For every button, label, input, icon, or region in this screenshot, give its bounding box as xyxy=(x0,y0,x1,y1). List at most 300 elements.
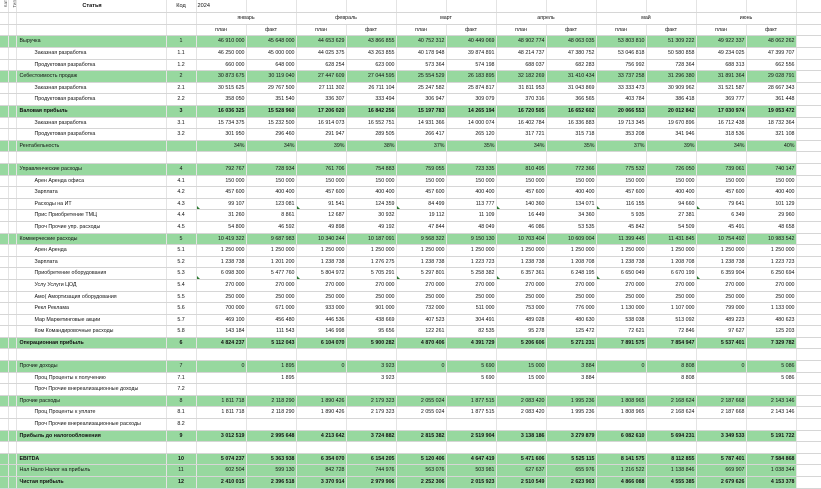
value-cell[interactable]: 6 349 xyxy=(696,210,746,222)
value-cell[interactable]: 37% xyxy=(596,140,646,152)
value-cell[interactable]: 250 000 xyxy=(246,291,296,303)
value-cell[interactable]: 31 043 869 xyxy=(546,82,596,94)
value-cell[interactable] xyxy=(546,384,596,396)
value-cell[interactable]: 37% xyxy=(396,140,446,152)
value-cell[interactable]: 44 025 375 xyxy=(296,48,346,60)
value-cell[interactable]: 1 250 000 xyxy=(546,245,596,257)
row-code[interactable]: 2.2 xyxy=(166,94,196,106)
value-cell[interactable]: 95 656 xyxy=(346,326,396,338)
fact-header[interactable]: факт xyxy=(246,24,296,36)
value-cell[interactable]: 30 515 625 xyxy=(196,82,246,94)
value-cell[interactable]: 10 419 322 xyxy=(196,233,246,245)
row-code[interactable]: 1.2 xyxy=(166,59,196,71)
value-cell[interactable]: 150 000 xyxy=(696,175,746,187)
value-cell[interactable]: 27 381 xyxy=(646,210,696,222)
value-cell[interactable]: 538 038 xyxy=(596,314,646,326)
value-cell[interactable]: 250 000 xyxy=(596,291,646,303)
value-cell[interactable]: 45 648 000 xyxy=(246,36,296,48)
value-cell[interactable] xyxy=(346,152,396,164)
value-cell[interactable]: 35% xyxy=(446,140,496,152)
value-cell[interactable]: 772 366 xyxy=(546,163,596,175)
value-cell[interactable] xyxy=(546,442,596,454)
value-cell[interactable]: 386 418 xyxy=(646,94,696,106)
value-cell[interactable]: 35% xyxy=(546,140,596,152)
value-cell[interactable]: 250 000 xyxy=(196,291,246,303)
value-cell[interactable]: 44 653 629 xyxy=(296,36,346,48)
value-cell[interactable]: 366 565 xyxy=(546,94,596,106)
value-cell[interactable]: 2 510 549 xyxy=(496,477,546,489)
value-cell[interactable]: 250 000 xyxy=(496,291,546,303)
value-cell[interactable]: 700 000 xyxy=(196,303,246,315)
value-cell[interactable]: 291 947 xyxy=(296,129,346,141)
plan-header[interactable]: план xyxy=(696,24,746,36)
row-label[interactable]: Прис Приобретение ТМЦ xyxy=(16,210,166,222)
row-code[interactable]: 7.1 xyxy=(166,372,196,384)
value-cell[interactable]: 9 687 983 xyxy=(246,233,296,245)
row-label[interactable]: Проц Проценты к уплате xyxy=(16,407,166,419)
value-cell[interactable]: 250 000 xyxy=(396,291,446,303)
value-cell[interactable]: 25 247 582 xyxy=(396,82,446,94)
value-cell[interactable]: 3 923 xyxy=(346,361,396,373)
row-code[interactable]: 4.3 xyxy=(166,198,196,210)
value-cell[interactable]: 270 000 xyxy=(696,279,746,291)
row-code[interactable] xyxy=(166,442,196,454)
value-cell[interactable]: 1 238 738 xyxy=(196,256,246,268)
value-cell[interactable] xyxy=(396,419,446,431)
row-label[interactable]: Заказная разработка xyxy=(16,48,166,60)
value-cell[interactable]: 5 086 xyxy=(746,361,796,373)
value-cell[interactable] xyxy=(696,442,746,454)
value-cell[interactable]: 2 015 923 xyxy=(446,477,496,489)
value-cell[interactable]: 457 600 xyxy=(196,187,246,199)
value-cell[interactable] xyxy=(446,152,496,164)
value-cell[interactable]: 480 623 xyxy=(746,314,796,326)
value-cell[interactable]: 51 309 222 xyxy=(646,36,696,48)
value-cell[interactable]: 38% xyxy=(346,140,396,152)
row-label[interactable]: Услу Услуги ЦОД xyxy=(16,279,166,291)
plan-header[interactable]: план xyxy=(496,24,546,36)
value-cell[interactable]: 116 155 xyxy=(596,198,646,210)
value-cell[interactable]: 150 000 xyxy=(396,175,446,187)
row-code[interactable]: 7 xyxy=(166,361,196,373)
value-cell[interactable]: 14 265 194 xyxy=(446,106,496,118)
value-cell[interactable]: 11 109 xyxy=(446,210,496,222)
row-code[interactable]: 11 xyxy=(166,465,196,477)
row-code[interactable]: 3 xyxy=(166,106,196,118)
value-cell[interactable] xyxy=(446,384,496,396)
value-cell[interactable]: 648 000 xyxy=(246,59,296,71)
value-cell[interactable]: 753 000 xyxy=(496,303,546,315)
value-cell[interactable]: 457 600 xyxy=(496,187,546,199)
row-code[interactable] xyxy=(166,349,196,361)
value-cell[interactable]: 3 279 879 xyxy=(546,430,596,442)
row-label[interactable]: Продуктовая разработка xyxy=(16,129,166,141)
value-cell[interactable]: 7 329 782 xyxy=(746,337,796,349)
value-cell[interactable]: 602 504 xyxy=(196,465,246,477)
value-cell[interactable] xyxy=(646,384,696,396)
value-cell[interactable]: 49 234 025 xyxy=(696,48,746,60)
row-label[interactable]: Арен Аренда офиса xyxy=(16,175,166,187)
value-cell[interactable]: 270 000 xyxy=(396,279,446,291)
value-cell[interactable]: 5 112 043 xyxy=(246,337,296,349)
value-cell[interactable] xyxy=(296,419,346,431)
value-cell[interactable]: 47 399 707 xyxy=(746,48,796,60)
value-cell[interactable]: 150 000 xyxy=(446,175,496,187)
value-cell[interactable]: 3 349 533 xyxy=(696,430,746,442)
value-cell[interactable]: 1 250 000 xyxy=(246,245,296,257)
value-cell[interactable]: 33 737 258 xyxy=(596,71,646,83)
value-cell[interactable] xyxy=(246,152,296,164)
value-cell[interactable] xyxy=(496,349,546,361)
value-cell[interactable]: 2 179 323 xyxy=(346,395,396,407)
value-cell[interactable]: 341 946 xyxy=(646,129,696,141)
value-cell[interactable]: 369 777 xyxy=(696,94,746,106)
value-cell[interactable] xyxy=(696,349,746,361)
value-cell[interactable] xyxy=(546,419,596,431)
value-cell[interactable]: 2 187 668 xyxy=(696,407,746,419)
row-code[interactable]: 7.2 xyxy=(166,384,196,396)
value-cell[interactable]: 6 670 199 xyxy=(646,268,696,280)
value-cell[interactable]: 99 107 xyxy=(196,198,246,210)
value-cell[interactable]: 4 870 406 xyxy=(396,337,446,349)
value-cell[interactable]: 628 254 xyxy=(296,59,346,71)
value-cell[interactable]: 43 866 855 xyxy=(346,36,396,48)
value-cell[interactable]: 1 808 965 xyxy=(596,407,646,419)
row-code[interactable]: 5.2 xyxy=(166,256,196,268)
value-cell[interactable]: 7 584 868 xyxy=(746,453,796,465)
value-cell[interactable]: 11 431 845 xyxy=(646,233,696,245)
value-cell[interactable]: 4 153 378 xyxy=(746,477,796,489)
value-cell[interactable]: 1 216 522 xyxy=(596,465,646,477)
value-cell[interactable] xyxy=(396,384,446,396)
value-cell[interactable] xyxy=(346,419,396,431)
value-cell[interactable]: 125 203 xyxy=(746,326,796,338)
value-cell[interactable]: 744 976 xyxy=(346,465,396,477)
value-cell[interactable] xyxy=(596,372,646,384)
value-cell[interactable] xyxy=(696,419,746,431)
row-code[interactable]: 5 xyxy=(166,233,196,245)
value-cell[interactable]: 456 480 xyxy=(246,314,296,326)
value-cell[interactable] xyxy=(746,152,796,164)
row-label[interactable]: Проч Прочие упр. расходы xyxy=(16,221,166,233)
article-header[interactable]: Статья xyxy=(16,0,166,13)
value-cell[interactable]: 16 552 751 xyxy=(346,117,396,129)
value-cell[interactable]: 150 000 xyxy=(546,175,596,187)
row-label[interactable]: Проц Проценты к получению xyxy=(16,372,166,384)
row-code[interactable]: 5.1 xyxy=(166,245,196,257)
row-code[interactable]: 4.2 xyxy=(166,187,196,199)
value-cell[interactable]: 2 118 290 xyxy=(246,407,296,419)
value-cell[interactable]: 27 111 302 xyxy=(296,82,346,94)
value-cell[interactable] xyxy=(196,372,246,384)
value-cell[interactable]: 1 201 200 xyxy=(246,256,296,268)
plan-header[interactable]: план xyxy=(596,24,646,36)
value-cell[interactable]: 25 554 529 xyxy=(396,71,446,83)
value-cell[interactable]: 31 811 953 xyxy=(496,82,546,94)
value-cell[interactable]: 513 092 xyxy=(646,314,696,326)
value-cell[interactable]: 1 250 000 xyxy=(746,245,796,257)
value-cell[interactable]: 655 976 xyxy=(546,465,596,477)
value-cell[interactable]: 33 333 473 xyxy=(596,82,646,94)
value-cell[interactable] xyxy=(696,384,746,396)
row-code[interactable]: 4.5 xyxy=(166,221,196,233)
value-cell[interactable]: 2 055 024 xyxy=(396,407,446,419)
value-cell[interactable]: 39 874 891 xyxy=(446,48,496,60)
value-cell[interactable]: 1 107 000 xyxy=(646,303,696,315)
value-cell[interactable]: 2 168 624 xyxy=(646,407,696,419)
value-cell[interactable]: 8 141 575 xyxy=(596,453,646,465)
value-cell[interactable]: 15 528 960 xyxy=(246,106,296,118)
value-cell[interactable]: 45 491 xyxy=(696,221,746,233)
value-cell[interactable]: 20 066 553 xyxy=(596,106,646,118)
value-cell[interactable]: 16 720 505 xyxy=(496,106,546,118)
value-cell[interactable]: 6 154 205 xyxy=(346,453,396,465)
value-cell[interactable]: 503 981 xyxy=(446,465,496,477)
value-cell[interactable]: 53 535 xyxy=(546,221,596,233)
value-cell[interactable]: 94 660 xyxy=(646,198,696,210)
value-cell[interactable]: 1 250 000 xyxy=(446,245,496,257)
row-label[interactable]: Коммерческие расходы xyxy=(16,233,166,245)
row-code[interactable]: 8 xyxy=(166,395,196,407)
value-cell[interactable]: 5 690 xyxy=(446,372,496,384)
value-cell[interactable]: 17 206 020 xyxy=(296,106,346,118)
value-cell[interactable]: 15 000 xyxy=(496,361,546,373)
value-cell[interactable]: 9 150 130 xyxy=(446,233,496,245)
value-cell[interactable]: 31 296 380 xyxy=(646,71,696,83)
value-cell[interactable]: 457 600 xyxy=(696,187,746,199)
value-cell[interactable]: 82 535 xyxy=(446,326,496,338)
month-header[interactable]: май xyxy=(596,13,696,25)
value-cell[interactable] xyxy=(496,384,546,396)
value-cell[interactable]: 296 460 xyxy=(246,129,296,141)
value-cell[interactable]: 304 491 xyxy=(446,314,496,326)
value-cell[interactable] xyxy=(646,419,696,431)
row-label[interactable]: Арен Аренда xyxy=(16,245,166,257)
value-cell[interactable]: 511 000 xyxy=(446,303,496,315)
value-cell[interactable]: 250 000 xyxy=(346,291,396,303)
row-code[interactable]: 6 xyxy=(166,337,196,349)
value-cell[interactable]: 16 712 438 xyxy=(696,117,746,129)
value-cell[interactable]: 46 910 000 xyxy=(196,36,246,48)
value-cell[interactable]: 1 250 000 xyxy=(596,245,646,257)
value-cell[interactable]: 669 907 xyxy=(696,465,746,477)
row-label[interactable]: Ком Командировочные расходы xyxy=(16,326,166,338)
value-cell[interactable]: 10 703 404 xyxy=(496,233,546,245)
value-cell[interactable] xyxy=(596,349,646,361)
value-cell[interactable]: 150 000 xyxy=(196,175,246,187)
value-cell[interactable]: 45 842 xyxy=(596,221,646,233)
value-cell[interactable]: 723 335 xyxy=(446,163,496,175)
value-cell[interactable]: 54 509 xyxy=(646,221,696,233)
value-cell[interactable]: 16 336 883 xyxy=(546,117,596,129)
row-code[interactable]: 10 xyxy=(166,453,196,465)
value-cell[interactable]: 1 223 723 xyxy=(746,256,796,268)
value-cell[interactable]: 623 000 xyxy=(346,59,396,71)
row-code[interactable]: 5.5 xyxy=(166,291,196,303)
value-cell[interactable] xyxy=(196,152,246,164)
value-cell[interactable]: 682 283 xyxy=(546,59,596,71)
value-cell[interactable]: 270 000 xyxy=(246,279,296,291)
value-cell[interactable]: 2 143 146 xyxy=(746,395,796,407)
value-cell[interactable]: 1 276 275 xyxy=(346,256,396,268)
value-cell[interactable]: 16 402 784 xyxy=(496,117,546,129)
value-cell[interactable] xyxy=(246,384,296,396)
value-cell[interactable]: 39% xyxy=(646,140,696,152)
value-cell[interactable]: 1 250 000 xyxy=(646,245,696,257)
value-cell[interactable]: 403 784 xyxy=(596,94,646,106)
value-cell[interactable] xyxy=(246,442,296,454)
month-header[interactable]: март xyxy=(396,13,496,25)
value-cell[interactable]: 5 271 231 xyxy=(546,337,596,349)
value-cell[interactable] xyxy=(346,349,396,361)
value-cell[interactable] xyxy=(296,152,346,164)
row-code[interactable]: 3.1 xyxy=(166,117,196,129)
value-cell[interactable]: 1 208 708 xyxy=(546,256,596,268)
value-cell[interactable]: 1 877 515 xyxy=(446,395,496,407)
row-code[interactable]: 5.8 xyxy=(166,326,196,338)
value-cell[interactable]: 9 568 322 xyxy=(396,233,446,245)
value-cell[interactable]: 31 891 364 xyxy=(696,71,746,83)
row-label[interactable]: Мар Маркетинговые акции xyxy=(16,314,166,326)
value-cell[interactable]: 1 250 000 xyxy=(196,245,246,257)
row-code[interactable]: 4.1 xyxy=(166,175,196,187)
value-cell[interactable]: 79 641 xyxy=(696,198,746,210)
value-cell[interactable]: 5 690 xyxy=(446,361,496,373)
value-cell[interactable]: 0 xyxy=(696,361,746,373)
value-cell[interactable]: 5 694 231 xyxy=(646,430,696,442)
plan-header[interactable]: план xyxy=(196,24,246,36)
value-cell[interactable]: 47 380 752 xyxy=(546,48,596,60)
value-cell[interactable] xyxy=(646,349,696,361)
value-cell[interactable]: 336 307 xyxy=(296,94,346,106)
value-cell[interactable]: 2 083 420 xyxy=(496,395,546,407)
value-cell[interactable] xyxy=(596,442,646,454)
value-cell[interactable]: 72 621 xyxy=(596,326,646,338)
value-cell[interactable]: 31 521 587 xyxy=(696,82,746,94)
value-cell[interactable]: 53 046 818 xyxy=(596,48,646,60)
month-header[interactable]: апрель xyxy=(496,13,596,25)
value-cell[interactable]: 2 143 146 xyxy=(746,407,796,419)
value-cell[interactable]: 309 079 xyxy=(446,94,496,106)
value-cell[interactable]: 1 877 515 xyxy=(446,407,496,419)
value-cell[interactable]: 726 050 xyxy=(646,163,696,175)
value-cell[interactable]: 1 890 426 xyxy=(296,407,346,419)
value-cell[interactable]: 759 055 xyxy=(396,163,446,175)
value-cell[interactable]: 34 360 xyxy=(546,210,596,222)
value-cell[interactable]: 48 049 xyxy=(446,221,496,233)
value-cell[interactable]: 20 012 842 xyxy=(646,106,696,118)
value-cell[interactable]: 400 400 xyxy=(246,187,296,199)
value-cell[interactable]: 150 000 xyxy=(746,175,796,187)
value-cell[interactable]: 1 250 000 xyxy=(296,245,346,257)
value-cell[interactable]: 6 098 300 xyxy=(196,268,246,280)
value-cell[interactable]: 2 995 648 xyxy=(246,430,296,442)
value-cell[interactable]: 6 250 694 xyxy=(746,268,796,280)
row-label[interactable]: Себестоимость продаж xyxy=(16,71,166,83)
value-cell[interactable]: 270 000 xyxy=(746,279,796,291)
value-cell[interactable]: 47 844 xyxy=(396,221,446,233)
value-cell[interactable] xyxy=(396,442,446,454)
value-cell[interactable]: 5 471 606 xyxy=(496,453,546,465)
value-cell[interactable]: 7 891 575 xyxy=(596,337,646,349)
value-cell[interactable]: 91 541 xyxy=(296,198,346,210)
value-cell[interactable]: 270 000 xyxy=(346,279,396,291)
value-cell[interactable]: 2 168 624 xyxy=(646,395,696,407)
value-cell[interactable]: 5 258 382 xyxy=(446,268,496,280)
value-cell[interactable] xyxy=(596,419,646,431)
value-cell[interactable]: 46 250 000 xyxy=(196,48,246,60)
value-cell[interactable]: 122 261 xyxy=(396,326,446,338)
row-label[interactable]: Рентабельность xyxy=(16,140,166,152)
value-cell[interactable]: 270 000 xyxy=(496,279,546,291)
row-code[interactable]: 5.6 xyxy=(166,303,196,315)
row-label[interactable] xyxy=(16,349,166,361)
value-cell[interactable]: 1 811 718 xyxy=(196,395,246,407)
value-cell[interactable]: 270 000 xyxy=(546,279,596,291)
value-cell[interactable] xyxy=(396,372,446,384)
value-cell[interactable]: 799 000 xyxy=(696,303,746,315)
row-label[interactable]: Заказная разработка xyxy=(16,117,166,129)
value-cell[interactable]: 358 050 xyxy=(196,94,246,106)
value-cell[interactable]: 1 250 000 xyxy=(696,245,746,257)
row-label[interactable]: Прочие доходы xyxy=(16,361,166,373)
value-cell[interactable]: 14 000 074 xyxy=(446,117,496,129)
value-cell[interactable]: 3 012 519 xyxy=(196,430,246,442)
value-cell[interactable]: 1 238 738 xyxy=(396,256,446,268)
row-code[interactable]: 8.2 xyxy=(166,419,196,431)
value-cell[interactable]: 574 198 xyxy=(446,59,496,71)
value-cell[interactable]: 125 472 xyxy=(546,326,596,338)
value-cell[interactable] xyxy=(446,419,496,431)
value-cell[interactable]: 2 519 904 xyxy=(446,430,496,442)
value-cell[interactable]: 7 854 947 xyxy=(646,337,696,349)
year-header[interactable]: 2024 xyxy=(196,0,246,13)
value-cell[interactable]: 6 248 195 xyxy=(546,268,596,280)
value-cell[interactable]: 34% xyxy=(696,140,746,152)
value-cell[interactable]: 29 767 500 xyxy=(246,82,296,94)
value-cell[interactable]: 40 178 948 xyxy=(396,48,446,60)
value-cell[interactable]: 370 316 xyxy=(496,94,546,106)
value-cell[interactable]: 457 600 xyxy=(396,187,446,199)
row-label[interactable]: Рекл Реклама xyxy=(16,303,166,315)
row-label[interactable]: Управленческие расходы xyxy=(16,163,166,175)
value-cell[interactable]: 3 884 xyxy=(546,372,596,384)
value-cell[interactable]: 10 609 004 xyxy=(546,233,596,245)
value-cell[interactable]: 30 932 xyxy=(346,210,396,222)
value-cell[interactable]: 289 505 xyxy=(346,129,396,141)
value-cell[interactable]: 101 129 xyxy=(746,198,796,210)
month-header[interactable]: июнь xyxy=(696,13,796,25)
value-cell[interactable]: 3 370 914 xyxy=(296,477,346,489)
value-cell[interactable]: 8 112 855 xyxy=(646,453,696,465)
value-cell[interactable]: 270 000 xyxy=(196,279,246,291)
value-cell[interactable]: 563 076 xyxy=(396,465,446,477)
value-cell[interactable]: 361 448 xyxy=(746,94,796,106)
value-cell[interactable]: 18 732 364 xyxy=(746,117,796,129)
value-cell[interactable]: 4 824 237 xyxy=(196,337,246,349)
value-cell[interactable]: 6 359 904 xyxy=(696,268,746,280)
value-cell[interactable]: 6 104 070 xyxy=(296,337,346,349)
row-label[interactable]: EBITDA xyxy=(16,453,166,465)
value-cell[interactable]: 84 499 xyxy=(396,198,446,210)
value-cell[interactable]: 306 947 xyxy=(396,94,446,106)
value-cell[interactable] xyxy=(496,419,546,431)
value-cell[interactable]: 2 179 323 xyxy=(346,407,396,419)
value-cell[interactable]: 6 650 049 xyxy=(596,268,646,280)
value-cell[interactable]: 457 600 xyxy=(296,187,346,199)
value-cell[interactable]: 134 071 xyxy=(546,198,596,210)
row-code[interactable]: 5.7 xyxy=(166,314,196,326)
